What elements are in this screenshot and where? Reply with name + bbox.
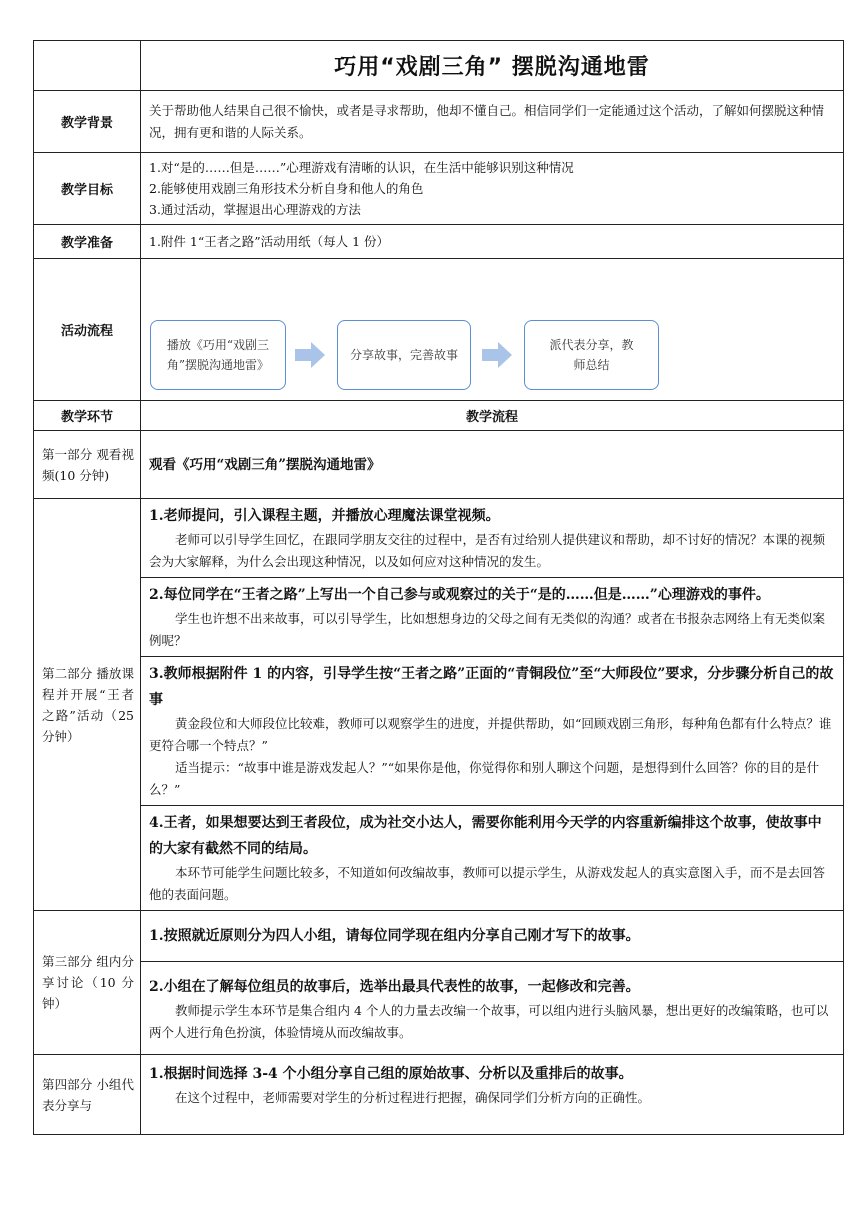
part1-content (141, 431, 844, 499)
part4-label: 第四部分 小组代表分享与 (34, 1055, 141, 1135)
lesson-plan (33, 40, 843, 1135)
item-heading: 4.王者，如果想要达到王者段位，成为社交小达人，需要你能利用今天学的内容重新编排这个故事，使故事中的大家有截然不同的结局。 (149, 815, 822, 857)
part1-row (34, 431, 844, 499)
title-row (34, 41, 844, 91)
flow-row (34, 259, 844, 401)
part2-item (141, 806, 843, 910)
goal-item: 3.通过活动，掌握退出心理游戏的方法 (149, 202, 361, 217)
item-paragraph: 教师提示学生本环节是集合组内 4 个人的力量去改编一个故事，可以组内进行头脑风暴，想出更好的改编策略，也可以两个人进行角色扮演，体验情境从而改编故事。 (149, 1003, 829, 1040)
background-text: 关于帮助他人结果自己很不愉快，或者是寻求帮助，他却不懂自己。相信同学们一定能通过这个活动，了解如何摆脱这种情况，拥有更和谐的人际关系。 (141, 91, 844, 153)
process-label: 教学流程 (141, 401, 844, 431)
flow-diagram (141, 260, 843, 400)
prep-label: 教学准备 (34, 225, 141, 259)
part4-row (34, 1055, 844, 1135)
item-paragraph: 老师可以引导学生回忆，在跟同学朋友交往的过程中，是否有过给别人提供建议和帮助，却不讨好的情况？本课的视频会为大家解释，为什么会出现这种情况，以及如何应对这种情况的发生。 (149, 532, 826, 569)
item-paragraph: 黄金段位和大师段位比较难，教师可以观察学生的进度，并提供帮助，如“回顾戏剧三角形，每种角色都有什么特点？谁更符合哪一个特点？” (149, 716, 832, 753)
item-heading: 3.教师根据附件 1 的内容，引导学生按“王者之路”正面的“青铜段位”至“大师段位”要求，分步骤分析自己的故事 (149, 666, 834, 708)
arrow-right-icon (482, 340, 512, 370)
part3-item (141, 962, 843, 1054)
item-heading: 2.小组在了解每位组员的故事后，选举出最具代表性的故事，一起修改和完善。 (149, 979, 640, 995)
part2-item (141, 578, 843, 657)
flow-step-3: 派代表分享，教师总结 (524, 320, 659, 390)
item-heading: 1.按照就近原则分为四人小组，请每位同学现在组内分享自己刚才写下的故事。 (149, 928, 640, 944)
goals-label: 教学目标 (34, 153, 141, 225)
part3-content (141, 911, 844, 1055)
title-blank-cell (34, 41, 141, 91)
item-paragraph: 学生也许想不出来故事，可以引导学生，比如想想身边的父母之间有无类似的沟通？或者在书报杂志网络上有无类似案例呢？ (149, 611, 826, 648)
goals-list (141, 153, 844, 225)
arrow-right-icon (295, 340, 325, 370)
part2-content (141, 499, 844, 911)
item-heading: 1.老师提问，引入课程主题，并播放心理魔法课堂视频。 (149, 508, 500, 524)
section-header-row (34, 401, 844, 431)
item-paragraph: 在这个过程中，老师需要对学生的分析过程进行把握，确保同学们分析方向的正确性。 (175, 1090, 651, 1105)
page-title: 巧用“戏剧三角” 摆脱沟通地雷 (141, 41, 844, 91)
goal-item: 2.能够使用戏剧三角形技术分析自身和他人的角色 (149, 181, 424, 196)
flow-label: 活动流程 (34, 259, 141, 401)
section-label: 教学环节 (34, 401, 141, 431)
part3-row (34, 911, 844, 1055)
item-paragraph: 适当提示：“故事中谁是游戏发起人？”“如果你是他，你觉得你和别人聊这个问题，是想得到什么回答？你的目的是什么？” (149, 760, 820, 797)
item-heading: 2.每位同学在“王者之路”上写出一个自己参与或观察过的关于“是的……但是……”心理游戏的事件。 (149, 587, 770, 603)
goals-row (34, 153, 844, 225)
background-row (34, 91, 844, 153)
goal-item: 1.对“是的……但是……”心理游戏有清晰的认识，在生活中能够识别这种情况 (149, 160, 574, 175)
part2-label: 第二部分 播放课程并开展“王者之路”活动（25 分钟） (34, 499, 141, 911)
prep-row (34, 225, 844, 259)
part3-label: 第三部分 组内分享讨论（10 分钟） (34, 911, 141, 1055)
part3-item (141, 911, 843, 962)
part2-item (141, 657, 843, 806)
item-paragraph: 本环节可能学生问题比较多，不知道如何改编故事，教师可以提示学生，从游戏发起人的真实意图入手，而不是去回答他的表面问题。 (149, 865, 826, 902)
item-heading: 1.根据时间选择 3-4 个小组分享自己组的原始故事、分析以及重排后的故事。 (149, 1066, 633, 1082)
flow-step-1: 播放《巧用“戏剧三角”摆脱沟通地雷》 (150, 320, 286, 390)
flow-step-2: 分享故事，完善故事 (337, 320, 471, 390)
part1-text: 观看《巧用“戏剧三角”摆脱沟通地雷》 (149, 456, 381, 473)
part4-content (141, 1055, 844, 1135)
flow-cell (141, 259, 844, 401)
lesson-table (33, 40, 844, 1135)
prep-text: 1.附件 1“王者之路”活动用纸（每人 1 份） (141, 225, 844, 259)
part2-row (34, 499, 844, 911)
part1-label: 第一部分 观看视频(10 分钟) (34, 431, 141, 499)
part2-item (141, 499, 843, 578)
background-label: 教学背景 (34, 91, 141, 153)
